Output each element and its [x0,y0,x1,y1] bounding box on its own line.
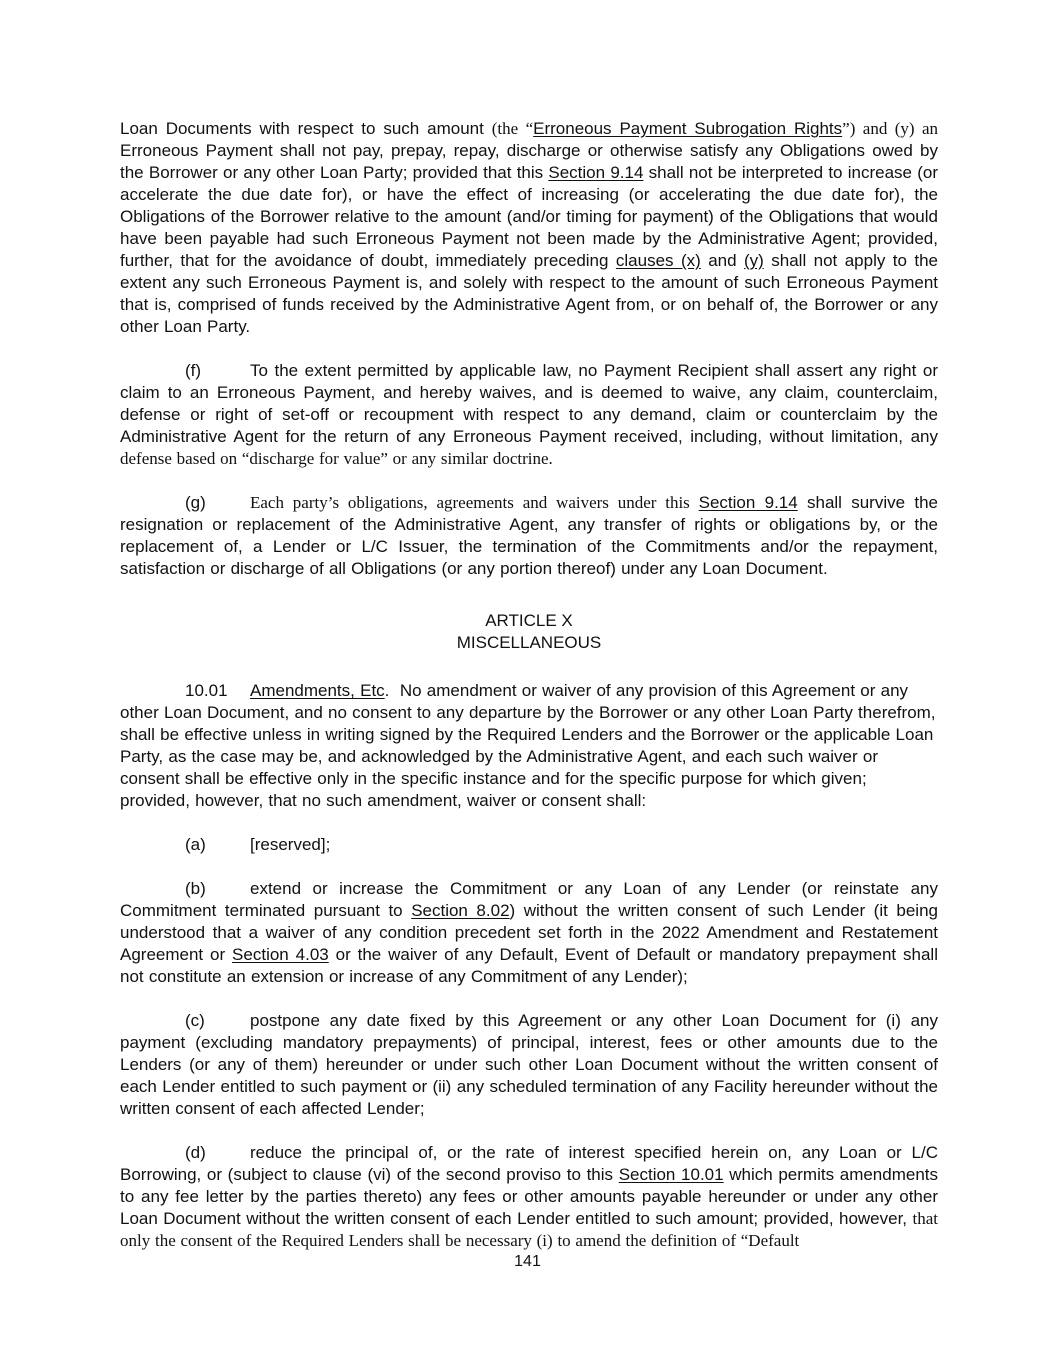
paragraph-label: (g) [185,493,206,512]
text-run: ”) and (y) an [842,119,938,138]
paragraph-c [120,1010,938,1120]
text-run: that only the consent of the Required Lenders shall be necessary (i) to amend the definition of “Default [120,1209,938,1250]
paragraph-label: (f) [185,361,202,380]
text-run: Section 10.01 [618,1165,724,1184]
paragraph-g [120,492,938,580]
page-number: 141 [514,1253,541,1270]
paragraph-continuation [120,118,938,338]
text-run: clauses (x) [615,251,701,270]
text-run: which permits amendments to any fee letter by the parties thereto) any fees or other amounts payable hereunder or under any other Loan Document without the written consent of each Lender entitled to such amount; provided, however, [120,1165,939,1228]
text-run: reduce the principal of, or the rate of interest specified herein on, any Loan or L/C Borrowing, or (subject to clause (vi) of the second proviso to this [120,1143,938,1184]
text-run: (the “ [491,119,534,138]
text-run: and [700,251,744,270]
text-run: postpone any date fixed by this Agreement or any other Loan Document for (i) any payment (excluding mandatory prepayments) of principal, interest, fees or other amounts due to the Lenders (or any of them) hereunder or under such other Loan Document without the written consent of each Lender entitled to such payment or (ii) any scheduled termination of any Facility hereunder without the written consent of each affected Lender; [120,1011,938,1118]
text-run: Erroneous Payment Subrogation Rights [533,119,843,138]
paragraph-label: (a) [185,835,206,854]
text-run: . No amendment or waiver of any provision of this Agreement or any other Loan Document, and no consent to any departure by the Borrower or any other Loan Party therefrom, shall be effective unless in writing signed by the Required Lenders and the Borrower or the applicable Loan Party, as the case may be, and acknowledged by the Administrative Agent, and each such waiver or consent shall be effective only in the specific instance and for the specific purpose for which given; provided, however, that no such amendment, waiver or consent shall: [120,681,936,810]
paragraph-d [120,1142,938,1252]
article-heading-line1: ARTICLE X [485,611,573,630]
paragraph-b [120,878,938,988]
paragraph-10-01 [120,680,938,812]
text-run: Each party’s obligations, agreements and waivers under this [250,493,699,512]
text-run: shall not be interpreted to increase (or accelerate the due date for), or have the effect of increasing (or accelerating the due date for), the Obligations of the Borrower relative to the amount (and/or timing for payment) of the Obligations that would have been payable had such Erroneous Payment not been made by the Administrative Agent; provided, further, that for the avoidance of doubt, immediately preceding [120,163,939,270]
text-run: Section 9.14 [698,493,798,512]
text-run: Section 8.02 [411,901,510,920]
text-run: To the extent permitted by applicable law, no Payment Recipient shall assert any right or claim to an Erroneous Payment, and hereby waives, and is deemed to waive, any claim, counterclaim, defense or right of set-off or recoupment with respect to any demand, claim or counterclaim by the Administrative Agent for the return of any Erroneous Payment received, including, without limitation, any [120,361,938,446]
text-run: extend or increase the Commitment or any Loan of any Lender (or reinstate any Commitment terminated pursuant to [120,879,938,920]
article-heading [120,610,938,654]
paragraph-label: (b) [185,879,206,898]
paragraph-label: (c) [185,1011,205,1030]
paragraph-body [250,835,330,854]
text-run: Section 4.03 [232,945,329,964]
text-run: shall not apply to the extent any such Erroneous Payment is, and solely with respect to the amount of such Erroneous Payment that is, comprised of funds received by the Administrative Agent from, or on behalf of, the Borrower or any other Loan Party. [120,251,939,336]
paragraph-label: (d) [185,1143,206,1162]
text-run: Erroneous Payment shall not pay, prepay, repay, discharge or otherwise satisfy any Obligations owed by the Borrower or any other Loan Party; provided that this [120,141,938,182]
text-run: or the waiver of any Default, Event of Default or mandatory prepayment shall not constitute an extension or increase of any Commitment of any Lender); [120,945,938,986]
article-heading-line2: MISCELLANEOUS [456,633,602,652]
paragraph-a [120,834,938,856]
text-run: (y) [744,251,764,270]
text-run: [reserved]; [250,835,331,854]
paragraph-f [120,360,938,470]
text-run: ) without the written consent of such Lender (it being understood that a waiver of any condition precedent set forth in the 2022 Amendment and Restatement Agreement or [120,901,938,964]
text-run: Section 9.14 [548,163,644,182]
text-run: shall survive the resignation or replacement of the Administrative Agent, any transfer of rights or obligations by, or the replacement of, a Lender or L/C Issuer, the termination of the Commitments and/or the repayment, satisfaction or discharge of all Obligations (or any portion thereof) under any Loan Document. [120,493,938,578]
text-run: Amendments, Etc [250,681,385,700]
text-run: defense based on “discharge for value” or any similar doctrine. [120,449,553,468]
paragraph-label: 10.01 [185,681,228,700]
text-run: Loan Documents with respect to such amount [120,119,492,138]
